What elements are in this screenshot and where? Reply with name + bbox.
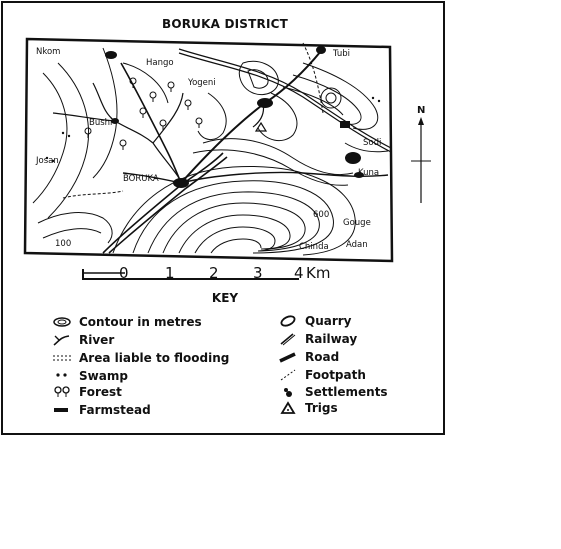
place-boruka: BORUKA bbox=[123, 174, 159, 184]
place-hango: Hango bbox=[146, 58, 174, 68]
scale-tick-3: 3 bbox=[253, 264, 263, 282]
map-title: BORUKA DISTRICT bbox=[161, 17, 289, 31]
place-chinda: Chinda bbox=[299, 242, 329, 252]
contour-icon bbox=[51, 315, 73, 329]
place-sodi: Sodi bbox=[363, 138, 382, 148]
key-item-flooding bbox=[51, 351, 229, 365]
map-trig bbox=[256, 123, 266, 131]
contour-label-100: 100 bbox=[55, 239, 72, 249]
scale-unit: Km bbox=[306, 264, 331, 282]
key-item-road bbox=[277, 350, 339, 364]
key-item-settlements bbox=[277, 385, 388, 399]
road-icon bbox=[277, 350, 299, 364]
map-frame bbox=[1, 1, 445, 435]
place-gouge: Gouge bbox=[343, 218, 371, 228]
key-label-railway: Railway bbox=[305, 332, 358, 346]
scale-tick-0: 0 bbox=[119, 264, 129, 282]
flooding-icon bbox=[51, 351, 73, 365]
key-label-road: Road bbox=[305, 350, 340, 364]
key-label-contour: Contour in metres bbox=[79, 315, 202, 329]
place-kuna: Kuna bbox=[358, 168, 380, 178]
settlements-icon bbox=[277, 385, 299, 399]
key-label-footpath: Footpath bbox=[305, 368, 366, 382]
key-title: KEY bbox=[211, 291, 239, 305]
place-nkom: Nkom bbox=[36, 47, 61, 57]
key-label-river: River bbox=[79, 333, 115, 347]
place-tubi: Tubi bbox=[333, 49, 351, 59]
place-josan: Josan bbox=[36, 156, 59, 166]
key-label-trigs: Trigs bbox=[305, 401, 338, 415]
key-label-flooding: Area liable to flooding bbox=[79, 351, 230, 365]
map-swamp bbox=[46, 97, 380, 162]
scale-bar bbox=[83, 264, 330, 282]
river-icon bbox=[51, 333, 73, 347]
key-item-forest bbox=[51, 385, 122, 399]
map-forest bbox=[85, 78, 202, 150]
key-item-contour bbox=[51, 315, 202, 329]
footpath-icon bbox=[277, 368, 299, 382]
key-label-forest: Forest bbox=[79, 385, 122, 399]
key-item-footpath bbox=[277, 368, 366, 382]
key-label-settlements: Settlements bbox=[305, 385, 388, 399]
key-item-swamp bbox=[51, 369, 128, 383]
key-item-railway bbox=[277, 332, 357, 346]
north-label: N bbox=[417, 105, 426, 116]
scale-tick-4: 4 bbox=[294, 264, 304, 282]
key-item-quarry bbox=[277, 314, 352, 328]
key-label-quarry: Quarry bbox=[305, 314, 352, 328]
key-label-farmstead: Farmstead bbox=[79, 403, 151, 417]
swamp-icon bbox=[51, 369, 73, 383]
farmstead-icon bbox=[51, 403, 73, 417]
key-item-river bbox=[51, 333, 114, 347]
railway-icon bbox=[277, 332, 299, 346]
scale-tick-2: 2 bbox=[209, 264, 219, 282]
key-label-swamp: Swamp bbox=[79, 369, 128, 383]
key-item-trigs bbox=[277, 401, 338, 415]
contour-label-600: 600 bbox=[313, 210, 330, 220]
key-item-farmstead bbox=[51, 403, 151, 417]
north-arrow bbox=[411, 105, 431, 203]
place-adan: Adan bbox=[346, 240, 368, 250]
place-bushi: Bushi bbox=[89, 118, 113, 128]
quarry-icon bbox=[277, 314, 299, 328]
place-yogeni: Yogeni bbox=[188, 78, 216, 88]
scale-tick-1: 1 bbox=[165, 264, 175, 282]
forest-icon bbox=[51, 385, 73, 399]
trigs-icon bbox=[277, 401, 299, 415]
